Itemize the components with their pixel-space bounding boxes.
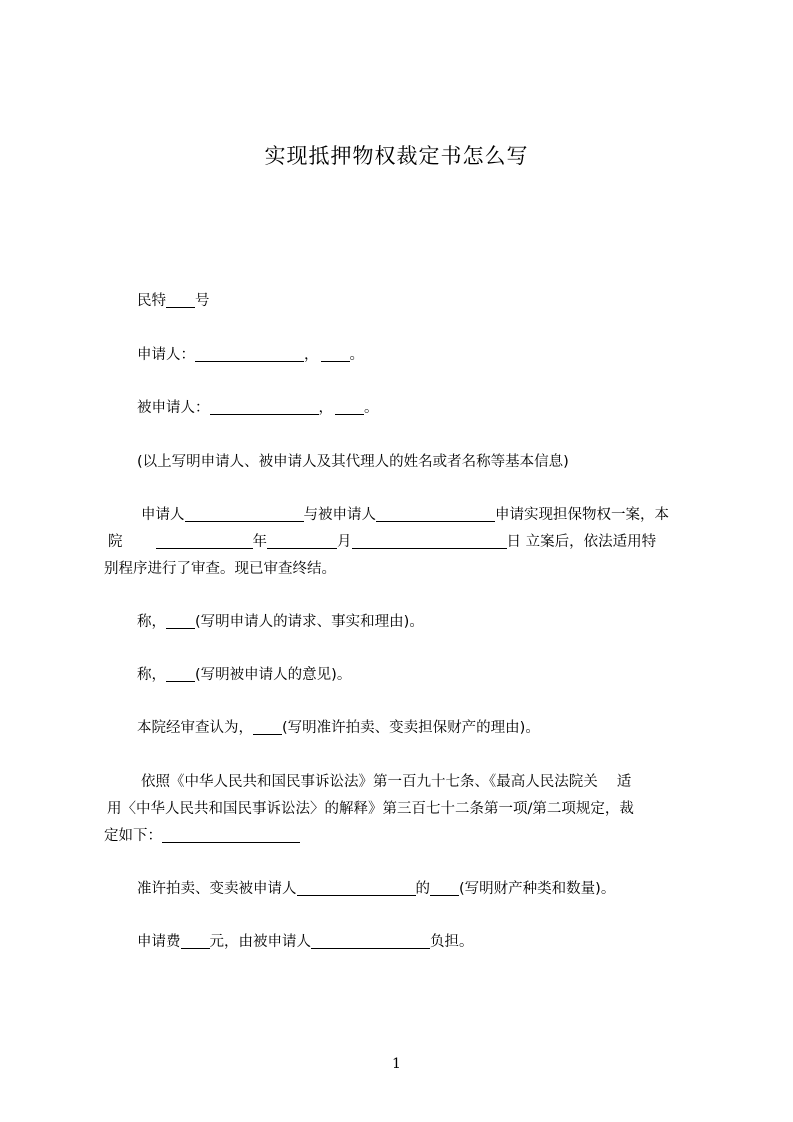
document-title: 实现抵押物权裁定书怎么写 bbox=[264, 144, 529, 168]
legal-basis-text: 定如下： bbox=[104, 828, 162, 844]
respondent-label: 被申请人： bbox=[137, 400, 210, 416]
applicant-label: 申请人： bbox=[137, 347, 195, 363]
claim-blank bbox=[166, 612, 195, 629]
legal-basis-text: 适 bbox=[616, 774, 632, 790]
opinion-blank bbox=[166, 665, 195, 682]
opinion-text: (写明被申请人的意见)。 bbox=[195, 667, 352, 683]
respondent-end: 。 bbox=[364, 400, 379, 416]
applicant-info-blank bbox=[321, 345, 350, 362]
ruling-text: 的 bbox=[415, 881, 430, 897]
case-intro-text: 院 bbox=[108, 534, 123, 550]
respondent-blank bbox=[376, 505, 495, 522]
year-blank bbox=[156, 532, 253, 549]
respondent-opinion-line bbox=[137, 665, 351, 685]
fee-payer-blank bbox=[311, 932, 430, 949]
legal-basis-line-3 bbox=[104, 826, 300, 846]
finding-blank bbox=[253, 718, 282, 735]
fee-amount-blank bbox=[181, 932, 210, 949]
case-intro-line-3: 别程序进行了审查。现已审查终结。 bbox=[104, 561, 336, 577]
case-intro-text: 申请实现担保物权一案，本 bbox=[495, 507, 669, 523]
applicant-comma: ， bbox=[304, 347, 319, 363]
basic-info-note: (以上写明申请人、被申请人及其代理人的姓名或者名称等基本信息) bbox=[137, 454, 569, 470]
applicant-end: 。 bbox=[349, 347, 364, 363]
month-blank bbox=[267, 532, 337, 549]
court-finding-line bbox=[137, 718, 540, 738]
day-blank bbox=[352, 532, 507, 549]
case-intro-text: 与被申请人 bbox=[303, 507, 376, 523]
case-intro-text: 日 立案后，依法适用特 bbox=[506, 534, 657, 550]
finding-text: (写明准许拍卖、变卖担保财产的理由)。 bbox=[282, 720, 540, 736]
case-number-prefix: 民特 bbox=[137, 293, 166, 309]
legal-basis-text: 依照《中华人民共和国民事诉讼法》第一百九十七条、《最高人民法院关 bbox=[141, 774, 598, 790]
respondent-info-blank bbox=[335, 398, 364, 415]
legal-basis-line-2: 用〈中华人民共和国民事诉讼法〉的解释》第三百七十二条第一项/第二项规定，裁 bbox=[107, 801, 634, 817]
legal-basis-line-1 bbox=[141, 772, 631, 792]
case-number-suffix: 号 bbox=[195, 293, 210, 309]
opinion-prefix: 称， bbox=[137, 667, 166, 683]
fee-text: 负担。 bbox=[430, 934, 474, 950]
fee-line bbox=[137, 932, 474, 952]
applicant-claim-line bbox=[137, 612, 424, 632]
applicant-name-blank bbox=[195, 345, 304, 362]
claim-text: (写明申请人的请求、事实和理由)。 bbox=[195, 614, 424, 630]
respondent-blank bbox=[297, 879, 416, 896]
finding-prefix: 本院经审查认为， bbox=[137, 720, 253, 736]
ruling-text: (写明财产种类和数量)。 bbox=[459, 881, 616, 897]
respondent-name-blank bbox=[210, 398, 319, 415]
case-intro-text: 月 bbox=[337, 534, 352, 550]
applicant-line bbox=[137, 345, 364, 365]
ruling-blank bbox=[162, 826, 300, 843]
case-intro-text: 年 bbox=[252, 534, 267, 550]
case-intro-line-1 bbox=[141, 505, 669, 525]
property-blank bbox=[430, 879, 459, 896]
fee-text: 申请费 bbox=[137, 934, 181, 950]
ruling-line bbox=[137, 879, 615, 899]
case-intro-line-2 bbox=[108, 532, 656, 552]
case-number-blank bbox=[166, 291, 195, 308]
respondent-comma: ， bbox=[318, 400, 333, 416]
respondent-line bbox=[137, 398, 379, 418]
case-number-line bbox=[137, 291, 210, 311]
page-number: 1 bbox=[392, 1056, 401, 1072]
applicant-blank bbox=[185, 505, 304, 522]
case-intro-text: 申请人 bbox=[141, 507, 185, 523]
claim-prefix: 称， bbox=[137, 614, 166, 630]
fee-text: 元，由被申请人 bbox=[209, 934, 311, 950]
ruling-text: 准许拍卖、变卖被申请人 bbox=[137, 881, 297, 897]
